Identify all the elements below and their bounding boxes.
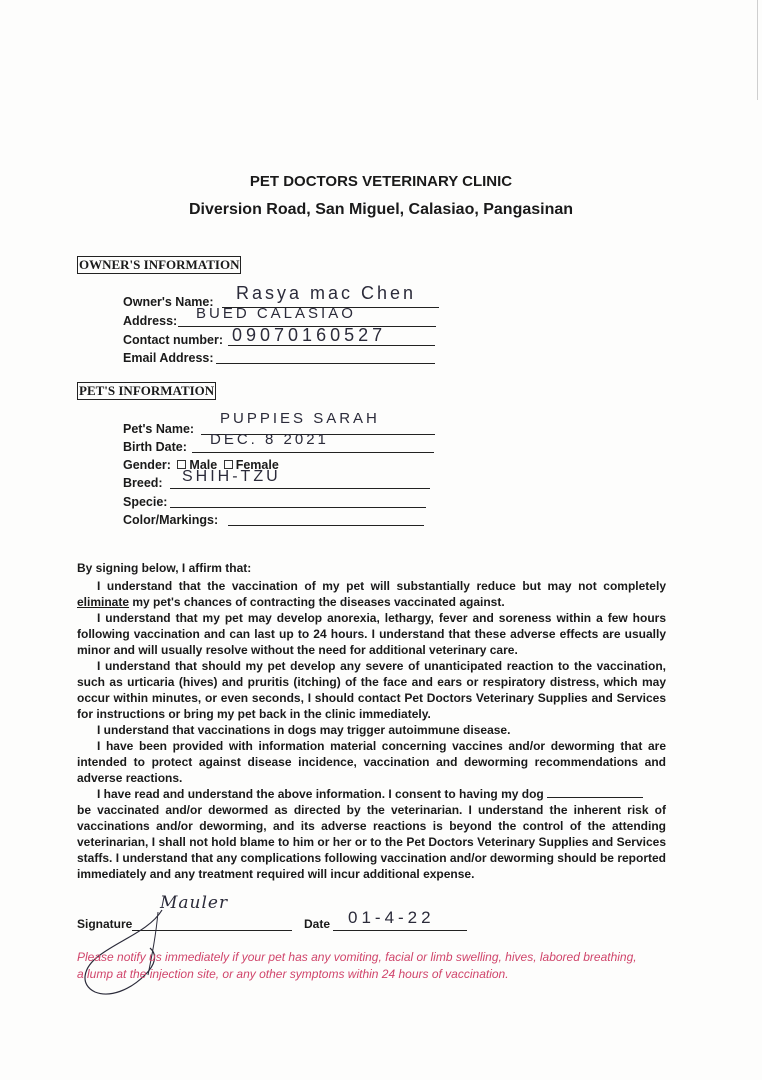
consent-paragraph-6: I have read and understand the above information. I consent to having my dog be vaccinated and/or dewormed as directed by the veterinarian. I understand the inherent risk of vaccinations and/or deworming, and its adverse reactions is beyond the control of the attending veterinarian, I shall not hold blame to him or her or to the Pet Doctors Veterinary Supplies and Services staffs. I understand that any complications following vaccination and/or deworming should be reported immediately and any treatment required will incur additional expense. [77, 787, 666, 881]
pet-section-heading: PET'S INFORMATION [79, 383, 215, 398]
pet-color-label: Color/Markings: [123, 513, 219, 527]
date-value: 01-4-22 [348, 908, 435, 927]
pet-birth-value: DEC. 8 2021 [210, 431, 329, 448]
pet-breed-label: Breed: [123, 476, 163, 490]
consent-paragraph-2: I understand that my pet may develop anorexia, lethargy, fever and soreness within a few hours following vaccination and can last up to 24 hours. I understand that these adverse effects are usually minor and will usually resolve without the need for additional veterinary care. [77, 611, 666, 657]
consent-paragraph-4: I understand that vaccinations in dogs may trigger autoimmune disease. [97, 723, 511, 737]
pet-breed-value: SHIH-TZU [182, 468, 281, 485]
consent-intro: By signing below, I affirm that: [77, 561, 252, 575]
owner-address-label: Address: [123, 314, 178, 328]
owner-name-label: Owner's Name: [123, 295, 214, 309]
pet-name-label: Pet's Name: [123, 422, 195, 436]
female-label: Female [235, 458, 279, 472]
pet-name-value: PUPPIES SARAH [220, 410, 380, 427]
clinic-name: PET DOCTORS VETERINARY CLINIC [249, 173, 513, 190]
signature-name: Mauler [160, 893, 229, 913]
clinic-address: Diversion Road, San Miguel, Calasiao, Pangasinan [188, 201, 574, 218]
owner-address-value: BUED CALASIAO [196, 305, 356, 322]
male-label: Male [189, 458, 218, 472]
pet-gender-label: Gender: [123, 458, 171, 472]
owner-section-heading: OWNER'S INFORMATION [79, 257, 240, 272]
consent-paragraph-3: I understand that should my pet develop any severe of unanticipated reaction to the vaccination, such as urticaria (hives) and pruritis (itching) of the face and ears or respiratory distress, which may occur within minutes, or even seconds, I should contact Pet Doctors Veterinary Supplies and Services for instructions or bring my pet back in the clinic immediately. [77, 659, 666, 721]
signature-label: Signature [77, 917, 133, 931]
pet-specie-label: Specie: [123, 495, 168, 509]
consent-paragraph-5: I have been provided with information material concerning vaccines and/or deworming that are intended to protect against disease incidence, vaccination and deworming recommendations and adverse reactions. [77, 739, 666, 785]
owner-email-label: Email Address: [123, 351, 214, 365]
pet-birth-label: Birth Date: [123, 440, 187, 454]
date-label: Date [304, 917, 331, 931]
aftercare-notice: Please notify us immediately if your pet has any vomiting, facial or limb swelling, hives, labored breathing, a lump at the injection site, or any other symptoms within 24 hours of vaccination. [77, 950, 637, 981]
consent-paragraph-1: I understand that the vaccination of my pet will substantially reduce but may not completely eliminate my pet's chances of contracting the diseases vaccinated against. [77, 579, 666, 609]
owner-contact-label: Contact number: [123, 333, 223, 347]
owner-contact-value: 09070160527 [232, 325, 387, 345]
owner-name-value: Rasya mac Chen [236, 283, 417, 303]
